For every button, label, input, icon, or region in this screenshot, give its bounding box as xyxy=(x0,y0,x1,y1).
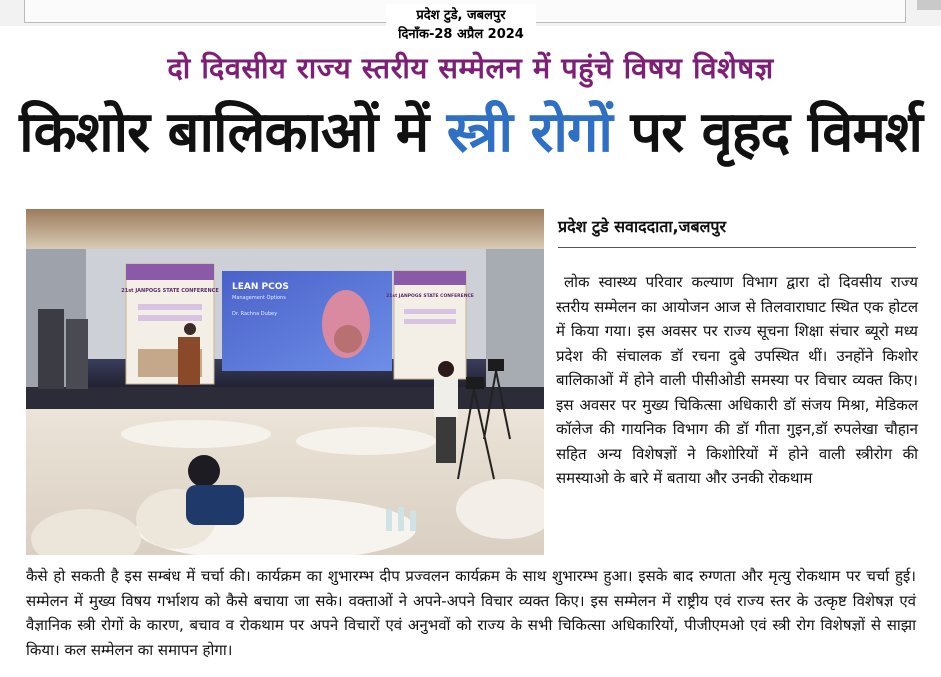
screen-title: LEAN PCOS xyxy=(232,282,289,292)
screen-subtitle: Management Options xyxy=(232,295,286,301)
right-banner-text: 21st JANPOGS STATE CONFERENCE xyxy=(386,294,474,299)
dateline xyxy=(386,4,536,46)
headline-part1: किशोर बालिकाओं में xyxy=(19,100,447,165)
headline-part2: पर वृहद विमर्श xyxy=(611,100,922,165)
left-banner xyxy=(121,264,219,384)
left-banner-text: 21st JANPOGS STATE CONFERENCE xyxy=(121,288,219,294)
conference-photo xyxy=(26,209,544,555)
presentation-screen xyxy=(222,271,392,371)
headline xyxy=(0,92,941,168)
subheadline: दो दिवसीय राज्य स्तरीय सम्मेलन में पहुंचे विषय विशेषज्ञ xyxy=(167,51,774,85)
article-column-text: लोक स्वास्थ्य परिवार कल्याण विभाग द्वारा दो दिवसीय राज्य स्तरीय सम्मेलन का आयोजन आज से तिलवाराघाट स्थित एक होटल में किया गया। इस अवसर पर राज्य सूचना शिक्षा संचार ब्यूरो मध्य प्रदेश की संचालक डॉ रचना दुबे उपस्थित थीं। उनहोंने किशोर बालिकाओं में होने वाली पीसीओडी समस्या पर विचार व्यक्त किए। इस अवसर पर मुख्य चिकित्सा अधिकारी डॉ संजय मिश्रा, मेडिकल कॉलेज की गायनिक विभाग की डॉ गीता गुइन,डॉ रुपलेखा चौहान सहित अन्य विशेषज्ञों ने किशोरियों में होने वाली स्त्रीरोग की समस्याओ के बारे में बताया और उनकी रोकथाम xyxy=(556,273,918,487)
corner-shade xyxy=(917,0,941,10)
right-banner xyxy=(386,271,474,379)
dateline-date: दिनाँक-28 अप्रैल 2024 xyxy=(398,27,524,42)
headline-highlight: स्त्री रोगों xyxy=(446,100,612,165)
dateline-publication: प्रदेश टुडे, जबलपुर xyxy=(416,8,506,23)
screen-speaker: Dr. Rachna Dubey xyxy=(232,311,278,317)
byline: प्रदेश टुडे सवाददाता,जबलपुर xyxy=(558,215,916,248)
article-continuation-text: कैसे हो सकती है इस सम्बंध में चर्चा की। कार्यक्रम का शुभारम्भ दीप प्रज्वलन कार्यक्रम के साथ शुभारम्भ हुआ। इसके बाद रुग्णता और मृत्यु रोकथाम पर चर्चा हुई। सम्मेलन में मुख्य विषय गर्भाशय को कैसे बचाया जा सके। वक्ताओं ने अपने-अपने विचार व्यक्त किए। इस सम्मेलन में राष्ट्रीय एवं राज्य स्तर के उत्कृष्ट विशेषज्ञ एवं वैज्ञानिक स्त्री रोगों के कारण, बचाव व रोकथाम पर अपने विचारों एवं अनुभवों को राज्य के सभी चिकित्सा अधिकारियों, पीजीएमओ एवं स्त्री रोग विशेषज्ञों से साझा किया। कल सम्मेलन का समापन होगा। xyxy=(26,567,916,659)
